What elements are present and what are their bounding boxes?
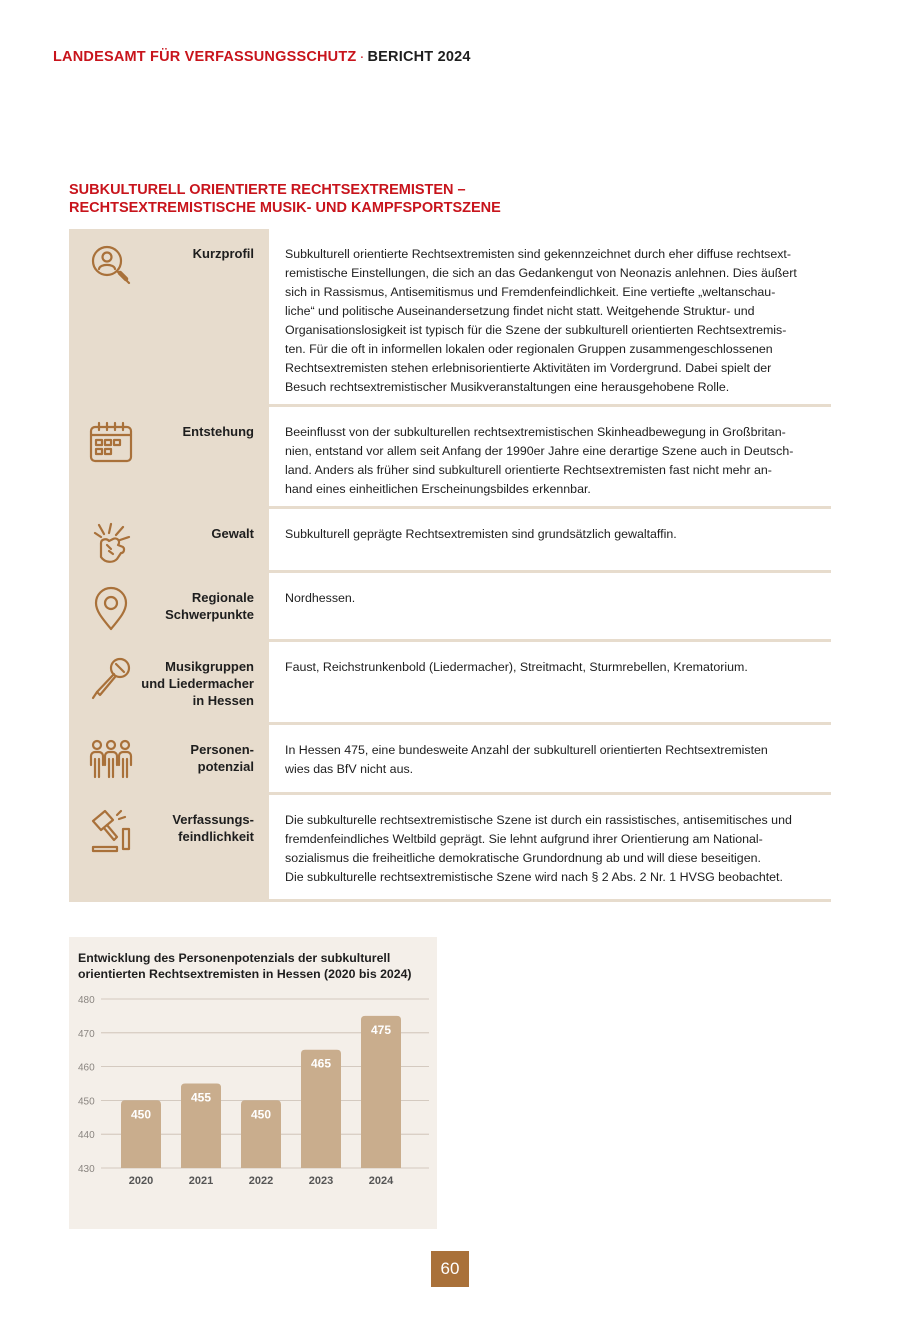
profile-row-regionale-schwerpunkte: [69, 573, 831, 642]
x-tick-label: 2023: [308, 1175, 334, 1187]
profile-row-text: In Hessen 475, eine bundesweite Anzahl der subkulturell orientierten Rechtsextremisten wies das BfV nicht aus.: [285, 743, 768, 776]
profile-row-label: Regionale Schwerpunkte: [165, 590, 254, 622]
profile-row-label-cell: [69, 509, 269, 570]
person-search-icon: [87, 241, 135, 289]
profile-row-label-cell: [69, 407, 269, 506]
profile-row-text: Die subkulturelle rechtsextremistische Szene ist durch ein rassistisches, antisemitisches und fremdenfeindliches Weltbild geprägt. Sie lehnt aufgrund ihrer Orientierung am National- sozialismus die freiheitliche demokratische Grundordnung ab und will diese beseitigen. Die subkulturelle rechtsextremistische Szene wird nach § 2 Abs. 2 Nr. 1 HVSG beobachtet.: [285, 813, 792, 884]
profile-row-entstehung: [69, 407, 831, 509]
profile-row-text: Beeinflusst von der subkulturellen rechtsextremistischen Skinheadbewegung in Großbritan- nien, entstand vor allem seit Anfang der 1990er Jahre eine derartige Szene auch in Deutsch- land. Anders als früher sind subkulturell orientierte Rechtsextremisten fast nicht mehr an- hand eines einheitlichen Erscheinungsbildes erkennbar.: [285, 425, 794, 496]
y-tick-label: 450: [78, 1096, 95, 1108]
bar-value-label: 475: [370, 1022, 392, 1037]
y-tick-label: 480: [78, 995, 95, 1006]
profile-row-label-cell: [69, 642, 269, 722]
profile-row-label-cell: [69, 725, 269, 792]
profile-row-text: Subkulturell orientierte Rechtsextremisten sind gekennzeichnet durch eher diffuse rechtsext- remistische Einstellungen, die sich an das Gedankengut von Neonazis anlehnen. Dies äußert sich in Rassismus, Antisemitismus und Fremdenfeindlichkeit. Eine vertiefte „weltanschau- liche“ und politische Auseinandersetzung findet nicht statt. Weitgehende Struktur- und Organisationslosigkeit ist typisch für die Szene der subkulturell orientierten Rechtsextremis- ten. Für die oft in informellen lokalen oder regionalen Gruppen zusammengeschlossenen Rechtsextremisten stehen erlebnisorientierte Aktivitäten im Vordergrund. Dabei spielt der Besuch rechtsextremistischer Musikveranstaltungen eine herausgehobene Rolle.: [285, 247, 797, 394]
profile-row-kurzprofil: [69, 229, 831, 407]
section-title-line2: RECHTSEXTREMISTISCHE MUSIK- UND KAMPFSPORTSZENE: [69, 200, 501, 216]
profile-row-label: Kurzprofil: [192, 246, 254, 261]
gavel-icon: [87, 807, 135, 855]
x-tick-label: 2020: [128, 1175, 154, 1187]
profile-row-gewalt: [69, 509, 831, 573]
x-tick-label: 2022: [248, 1175, 274, 1187]
bar-chart: [69, 937, 437, 1229]
section-title: [69, 181, 501, 217]
profile-row-label: Entstehung: [182, 424, 254, 439]
profile-row-label: Verfassungs- feindlichkeit: [172, 812, 254, 844]
x-tick-label: 2024: [368, 1175, 394, 1187]
fist-impact-icon: [87, 521, 135, 569]
page-number: 60: [431, 1251, 469, 1287]
profile-row-label: Personen- potenzial: [190, 742, 254, 774]
profile-row-label: Musikgruppen und Liedermacher in Hessen: [141, 659, 254, 708]
profile-row-label-cell: [69, 795, 269, 899]
profile-row-label: Gewalt: [211, 526, 254, 541]
profile-row-text: Subkulturell geprägte Rechtsextremisten sind grundsätzlich gewaltaffin.: [285, 527, 677, 541]
calendar-icon: [87, 419, 135, 467]
chart-title: Entwicklung des Personenpotenzials der subkulturell orientierten Rechtsextremisten in Hessen (2020 bis 2024): [78, 951, 412, 981]
section-title-line1: SUBKULTURELL ORIENTIERTE RECHTSEXTREMISTEN –: [69, 182, 466, 198]
bar: [361, 1016, 401, 1168]
map-pin-icon: [87, 585, 135, 633]
group-people-icon: [87, 737, 135, 785]
y-tick-label: 430: [78, 1164, 95, 1175]
microphone-icon: [87, 654, 135, 702]
profile-row-musikgruppen: [69, 642, 831, 725]
header-org: LANDESAMT FÜR VERFASSUNGSSCHUTZ: [53, 49, 357, 65]
bar-value-label: 455: [190, 1090, 212, 1105]
profile-row-verfassungsfeindlichkeit: [69, 795, 831, 902]
running-head: [53, 49, 471, 65]
bar-value-label: 450: [250, 1107, 272, 1122]
profile-row-text: Faust, Reichstrunkenbold (Liedermacher), Streitmacht, Sturmrebellen, Krematorium.: [285, 660, 748, 674]
profile-row-label-cell: [69, 573, 269, 639]
x-tick-label: 2021: [188, 1175, 214, 1187]
profile-row-label-cell: [69, 229, 269, 404]
header-report: BERICHT 2024: [367, 49, 471, 65]
profile-table: [69, 229, 831, 902]
y-tick-label: 470: [78, 1028, 95, 1040]
y-tick-label: 440: [78, 1130, 95, 1142]
profile-row-personenpotenzial: [69, 725, 831, 795]
chart-panel: [69, 937, 437, 1229]
header-separator: ·: [359, 49, 365, 65]
y-tick-label: 460: [78, 1062, 95, 1074]
profile-row-text: Nordhessen.: [285, 591, 356, 605]
bar-value-label: 450: [130, 1107, 152, 1122]
bar-value-label: 465: [310, 1056, 332, 1071]
